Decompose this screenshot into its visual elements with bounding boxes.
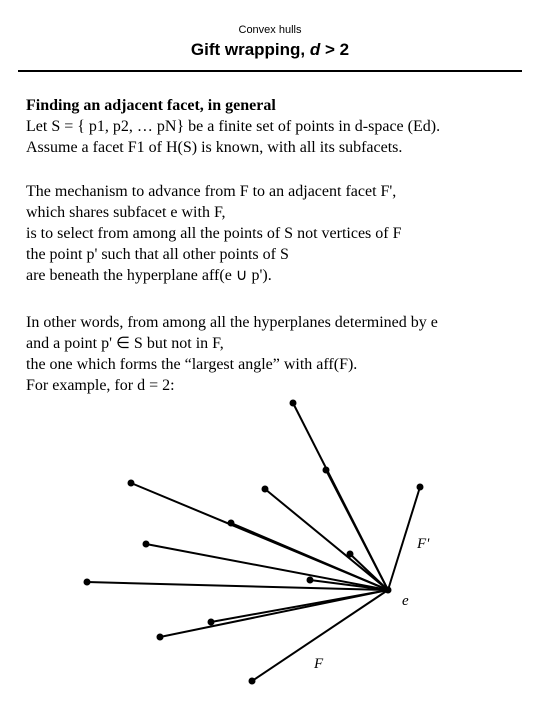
segment-far-left — [87, 582, 388, 590]
other-words-line-4: For example, for d = 2: — [26, 377, 175, 394]
mechanism-line-2: which shares subfacet e with F, — [26, 204, 226, 221]
segment-mid-right — [265, 489, 388, 590]
point-horizontal — [307, 577, 314, 584]
segment-left-far — [146, 544, 388, 590]
point-e-subfacet — [385, 587, 392, 594]
point-low-left — [157, 634, 164, 641]
other-words-line-1: In other words, from among all the hyperplanes determined by e — [26, 314, 438, 331]
label-e: e — [402, 593, 409, 609]
point-near — [347, 551, 354, 558]
set-definition-line: Let S = { p1, p2, … pN} be a finite set of points in d-space (Ed). — [26, 118, 441, 135]
mechanism-line-4: the point p' such that all other points of S — [26, 246, 289, 263]
point-mid-right — [262, 486, 269, 493]
segment-upper-mid — [326, 470, 388, 590]
label-f: F — [314, 656, 324, 672]
mechanism-line-3: is to select from among all the points of S not vertices of F — [26, 225, 402, 242]
mechanism-line-1: The mechanism to advance from F to an adjacent facet F', — [26, 183, 397, 200]
label-f-prime: F' — [417, 536, 430, 552]
mechanism-line-5: are beneath the hyperplane aff(e ∪ p'). — [26, 267, 272, 284]
segment-f-prime — [388, 487, 420, 590]
point-lower-left — [208, 619, 215, 626]
other-words-line-3: the one which forms the “largest angle” with aff(F). — [26, 356, 358, 373]
section-label: Convex hulls — [238, 24, 302, 36]
point-top — [290, 400, 297, 407]
point-upper-mid — [323, 467, 330, 474]
point-left-far — [143, 541, 150, 548]
point-far-left — [84, 579, 91, 586]
title-suffix: > 2 — [320, 40, 350, 59]
point-mid-left — [228, 520, 235, 527]
section-heading: Finding an adjacent facet, in general — [26, 97, 276, 114]
point-f-prime — [417, 484, 424, 491]
point-f — [249, 678, 256, 685]
title-variable: d — [309, 40, 321, 59]
facet-assumption-line: Assume a facet F1 of H(S) is known, with all its subfacets. — [26, 139, 403, 156]
point-left-high — [128, 480, 135, 487]
title-prefix: Gift wrapping, — [190, 40, 310, 59]
other-words-line-2: and a point p' ∈ S but not in F, — [26, 335, 224, 352]
